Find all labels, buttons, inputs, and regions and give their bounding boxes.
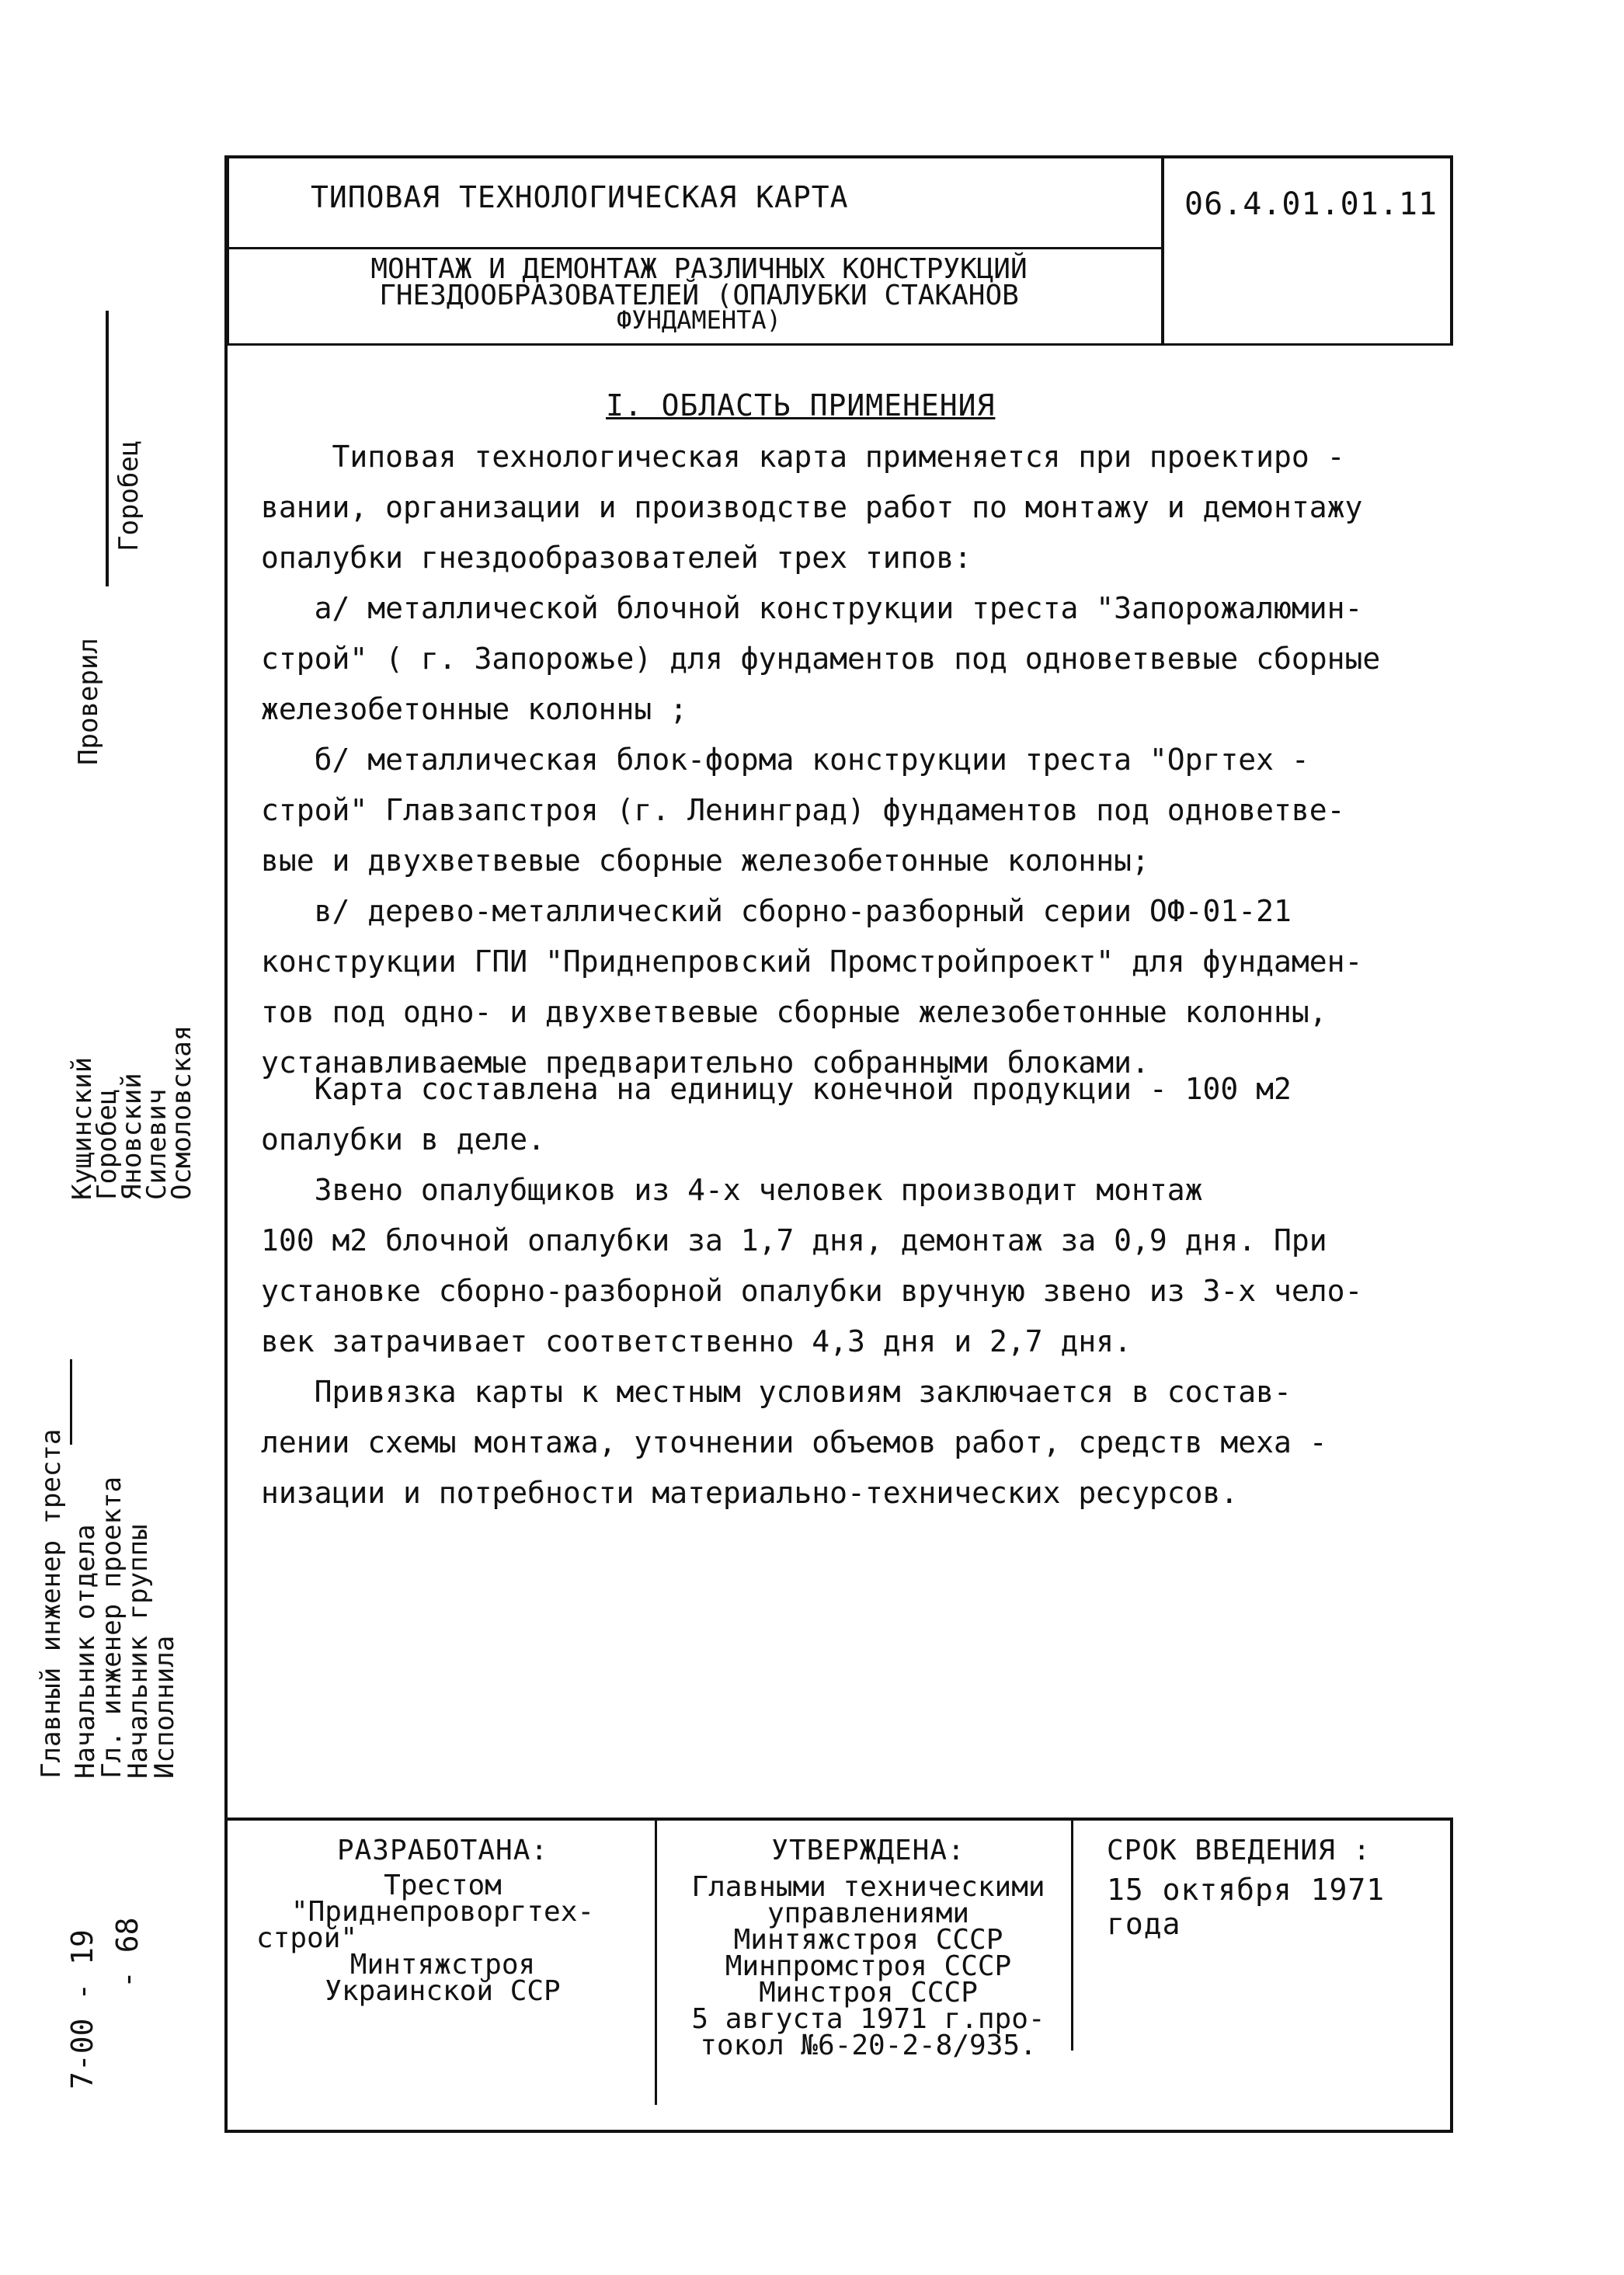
text-line: установке сборно-разборной опалубки вручную звено из 3-х чело- <box>261 1274 1363 1308</box>
document-code: 06.4.01.01.11 <box>1184 186 1438 222</box>
text-line: а/ металлической блочной конструкции треста "Запорожалюмин- <box>261 591 1363 625</box>
role-entry: Начальник группы <box>123 1524 154 1779</box>
text-line: опалубки в деле. <box>261 1122 546 1157</box>
approved-line: Главными техническими <box>691 1871 1045 1903</box>
developed-by-block <box>233 1835 652 2005</box>
role-entry: Главный инженер треста <box>36 1428 67 1779</box>
approved-line: Минтяжстроя СССР <box>733 1924 1003 1956</box>
effective-date-block <box>1107 1835 1448 1941</box>
text-line: лении схемы монтажа, уточнении объемов работ, средств меха - <box>261 1425 1327 1459</box>
text-line: строй" Главзапстроя (г. Ленинград) фундаментов под одноветве- <box>261 793 1345 827</box>
stamp-line: - 68 <box>110 1917 144 1988</box>
text-line: в/ дерево-металлический сборно-разборный серии ОФ-01-21 <box>261 894 1292 928</box>
text-line: тов под одно- и двухветвевые сборные железобетонные колонны, <box>261 995 1327 1029</box>
developed-line: Украинской ССР <box>325 1975 561 2007</box>
document-subtitle <box>241 253 1157 335</box>
subtitle-line: МОНТАЖ И ДЕМОНТАЖ РАЗЛИЧНЫХ КОНСТРУКЦИЙ <box>370 253 1028 285</box>
role-entry: Начальник отдела <box>70 1524 101 1779</box>
text-line: 100 м2 блочной опалубки за 1,7 дня, демонтаж за 0,9 дня. При <box>261 1223 1327 1258</box>
text-line: Привязка карты к местным условиям заключается в состав- <box>261 1375 1292 1409</box>
section-body-2 <box>261 1064 1504 1518</box>
approved-line: Минпромстроя СССР <box>725 1950 1012 1982</box>
text-line: Карта составлена на единицу конечной продукции - 100 м2 <box>261 1072 1292 1106</box>
text-line: вании, организации и производстве работ по монтажу и демонтажу <box>261 490 1363 524</box>
approved-line: управлениями <box>767 1898 970 1929</box>
names-column <box>67 897 210 1200</box>
subtitle-line: ФУНДАМЕНТА) <box>617 305 781 335</box>
subtitle-line: ГНЕЗДООБРАЗОВАТЕЛЕЙ (ОПАЛУБКИ СТАКАНОВ <box>379 280 1019 311</box>
checked-label: Проверил <box>73 638 104 765</box>
roles-column <box>36 1328 217 1779</box>
developed-line: строй" <box>256 1922 358 1954</box>
text-line: б/ металлическая блок-форма конструкции треста "Оргтех - <box>261 743 1309 777</box>
text-line: век затрачивает соответственно 4,3 дня и 2,7 дня. <box>261 1324 1132 1358</box>
role-entry: Гл. инженер проекта <box>96 1477 127 1779</box>
developed-line: "Приднепроворгтех- <box>290 1896 595 1928</box>
approved-line: 5 августа 1971 г.про- <box>691 2003 1045 2035</box>
sidebar-top-divider <box>106 311 109 586</box>
approved-line: Минстроя СССР <box>759 1977 978 2009</box>
text-line: устанавливаемые предварительно собранными блоками. <box>261 1045 1149 1080</box>
effective-date-heading: СРОК ВВЕДЕНИЯ : <box>1107 1835 1372 1866</box>
text-line: железобетонные колонны ; <box>261 692 688 726</box>
text-line: конструкции ГПИ "Приднепровский Промстройпроект" для фундамен- <box>261 944 1363 979</box>
document-type-title: ТИПОВАЯ ТЕХНОЛОГИЧЕСКАЯ КАРТА <box>311 180 849 214</box>
checked-name: Горобец <box>113 440 144 551</box>
text-line: строй" ( г. Запорожье) для фундаментов под одноветвевые сборные <box>261 642 1381 676</box>
developed-heading: РАЗРАБОТАНА: <box>336 1835 549 1866</box>
text-line: вые и двухветвевые сборные железобетонные колонны; <box>261 844 1149 878</box>
section-body <box>261 432 1504 1088</box>
name-entry: Силевич <box>141 1088 172 1200</box>
name-entry: Яновский <box>116 1073 148 1200</box>
approved-line: токол №6-20-2-8/935. <box>700 2030 1037 2061</box>
name-entry: Осмоловская <box>166 1024 197 1200</box>
name-entry: Горобец <box>92 1088 123 1200</box>
name-entry: Кущинский <box>67 1056 98 1200</box>
text-line: Звено опалубщиков из 4-х человек производит монтаж <box>261 1173 1203 1207</box>
text-line: опалубки гнездообразователей трех типов: <box>261 541 972 575</box>
frame-left-border <box>224 155 228 2132</box>
approved-heading: УТВЕРЖДЕНА: <box>771 1835 965 1866</box>
role-entry: Исполнила <box>149 1635 180 1779</box>
developed-line: Трестом <box>384 1870 502 1901</box>
developed-line: Минтяжстроя <box>349 1949 536 1981</box>
approved-by-block <box>659 1835 1078 2059</box>
registration-stamp <box>65 1880 179 2089</box>
text-line: Типовая технологическая карта применяется при проектиро - <box>261 440 1345 474</box>
section-title: I. ОБЛАСТЬ ПРИМЕНЕНИЯ <box>606 388 996 423</box>
effective-date: 15 октября 1971 года <box>1107 1873 1386 1941</box>
stamp-line: 7-00 - 19 <box>65 1929 99 2089</box>
text-line: низации и потребности материально-технических ресурсов. <box>261 1476 1239 1510</box>
